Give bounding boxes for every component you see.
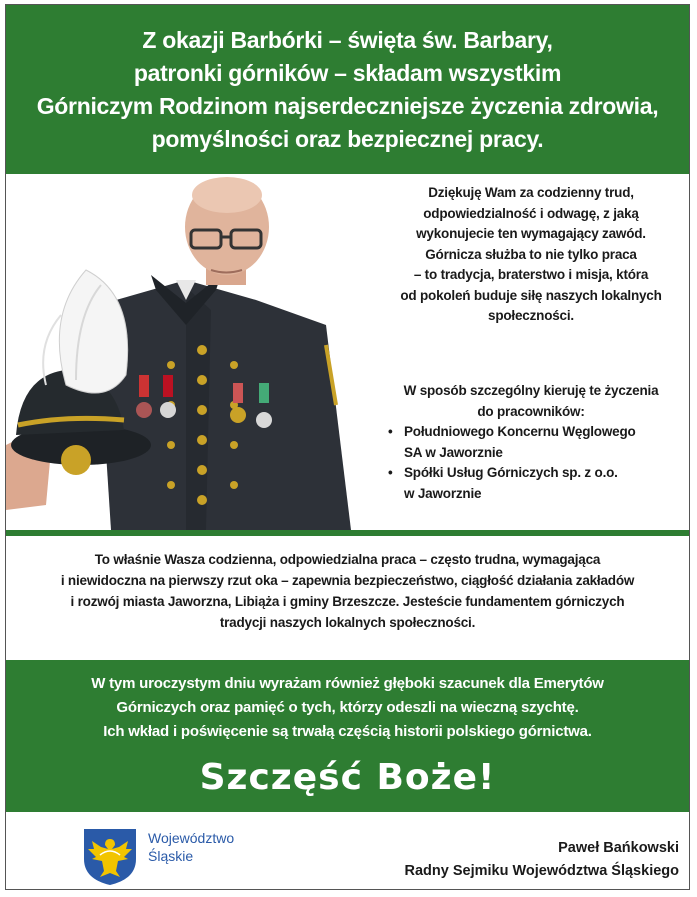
work-line: To właśnie Wasza codzienna, odpowiedzialna praca – często trudna, wymagająca	[94, 552, 601, 567]
company-line: SA w Jaworznie	[404, 444, 503, 460]
company-list	[376, 422, 686, 504]
work-line: i niewidoczna na pierwszy rzut oka – zapewnia bezpieczeństwo, ciągłość działania zakładów	[60, 573, 635, 588]
company-item	[388, 422, 686, 463]
thanks-line: Górnicza służba to nie tylko praca	[425, 246, 637, 262]
region-logo-line: Województwo	[148, 830, 235, 846]
thanks-line: odpowiedzialność i odwagę, z jaką	[423, 205, 639, 221]
signature-title: Radny Sejmiku Województwa Śląskiego	[404, 863, 679, 879]
special-wishes	[376, 381, 686, 504]
header-line: Z okazji Barbórki – święta św. Barbary,	[142, 26, 553, 53]
blessing-text: Szczęść Boże!	[199, 757, 496, 798]
work-line: i rozwój miasta Jaworzna, Libiąża i gminy Brzeszcze. Jesteście fundamentem górniczych	[70, 594, 625, 609]
respect-line: Ich wkład i poświęcenie są trwałą częścią historii polskiego górnictwa.	[103, 723, 592, 740]
special-lead-line: do pracowników:	[477, 403, 585, 419]
header-line: Górniczym Rodzinom najserdeczniejsze życzenia zdrowia,	[36, 92, 659, 119]
work-line: tradycji naszych lokalnych społeczności.	[219, 615, 476, 630]
respect-line: W tym uroczystym dniu wyrażam również głęboki szacunek dla Emerytów	[91, 675, 604, 692]
thanks-line: społeczności.	[488, 308, 574, 323]
header-line: pomyślności oraz bezpiecznej pracy.	[151, 125, 544, 152]
thanks-line: – to tradycja, braterstwo i misja, która	[413, 267, 649, 282]
respect-banner	[6, 660, 689, 812]
miner-portrait-photo	[6, 175, 366, 530]
region-logo-line: Śląskie	[148, 848, 194, 864]
company-line: w Jaworznie	[404, 485, 482, 501]
thanks-paragraph	[376, 183, 686, 327]
silesia-coat-of-arms-icon	[82, 827, 138, 887]
respect-line: Górniczych oraz pamięć o tych, którzy odeszli na wieczną szychtę.	[116, 699, 579, 716]
company-line: • Spółki Usług Górniczych sp. z o.o.	[404, 465, 618, 480]
header-banner	[6, 5, 689, 174]
green-divider	[6, 530, 689, 536]
thanks-line: Dziękuję Wam za codzienny trud,	[428, 185, 634, 200]
company-item	[388, 463, 686, 504]
header-line: patronki górników – składam wszystkim	[133, 59, 562, 86]
poster	[5, 4, 690, 890]
signature-name: Paweł Bańkowski	[558, 840, 679, 856]
company-line: • Południowego Koncernu Węglowego	[404, 424, 636, 439]
signature	[405, 837, 680, 883]
work-paragraph	[6, 549, 689, 633]
region-logo-text	[148, 829, 234, 865]
thanks-line: od pokoleń buduje siłę naszych lokalnych	[400, 287, 662, 303]
miner-portrait-illustration	[6, 175, 366, 530]
thanks-line: wykonujecie ten wymagający zawód.	[416, 226, 646, 241]
special-lead-line: W sposób szczególny kieruję te życzenia	[403, 383, 659, 398]
